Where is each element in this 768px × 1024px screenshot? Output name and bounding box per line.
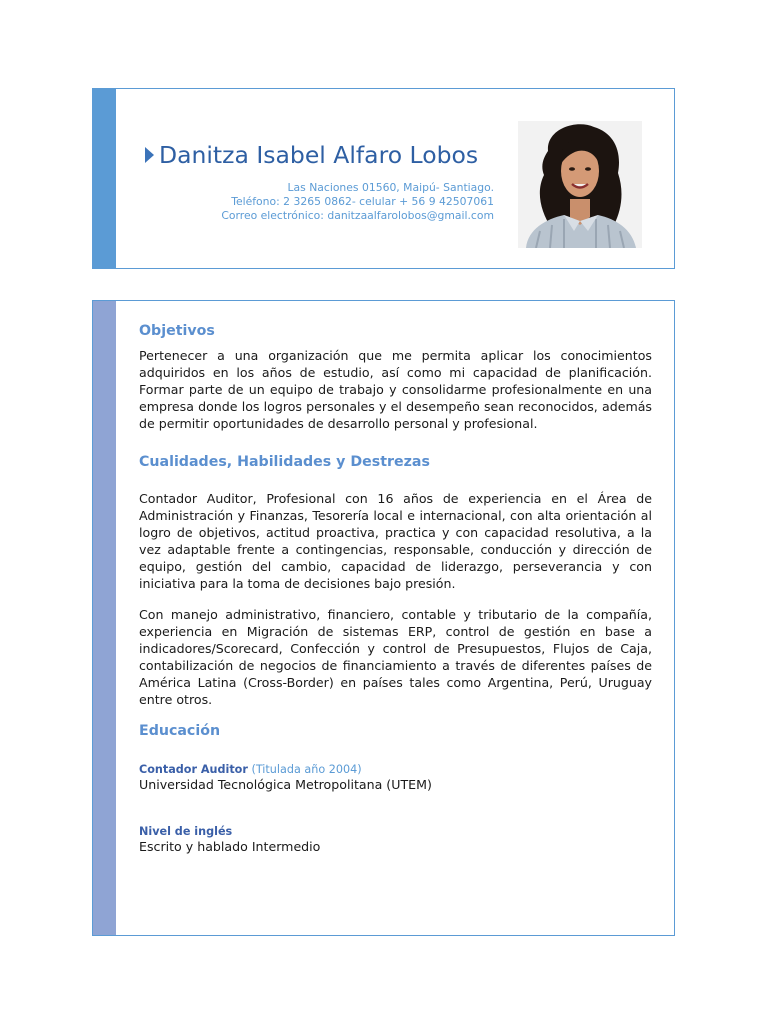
degree-title: Contador Auditor bbox=[139, 763, 248, 776]
cualidades-paragraph-2: Con manejo administrativo, financiero, contable y tributario de la compañía, experiencia en Migración de sistemas ERP, control de gestión en base a indicadores/Scorecard, Confección y control de Presupuestos, Flujos de Caja, contabilización de negocios de financiamiento a través de diferentes países de América Latina (Cross-Border) en países tales como Argentina, Perú, Uruguay entre otros. bbox=[139, 607, 652, 707]
body-card bbox=[92, 300, 675, 936]
degree-title-row bbox=[139, 763, 362, 776]
address: Las Naciones 01560, Maipú- Santiago. bbox=[287, 181, 494, 194]
profile-photo bbox=[518, 121, 642, 248]
university-name: Universidad Tecnológica Metropolitana (UTEM) bbox=[139, 777, 432, 792]
section-title-educacion: Educación bbox=[139, 723, 221, 739]
section-title-objetivos: Objetivos bbox=[139, 323, 215, 339]
phone: Teléfono: 2 3265 0862- celular + 56 9 42507061 bbox=[231, 195, 494, 208]
triangle-bullet-icon bbox=[145, 147, 154, 163]
degree-note: (Titulada año 2004) bbox=[251, 763, 362, 776]
email: Correo electrónico: danitzaalfarolobos@gmail.com bbox=[221, 209, 494, 222]
full-name: Danitza Isabel Alfaro Lobos bbox=[159, 141, 479, 169]
header-card bbox=[92, 88, 675, 269]
cualidades-paragraph-1: Contador Auditor, Profesional con 16 años de experiencia en el Área de Administración y Finanzas, Tesorería local e internacional, con alta orientación al logro de objetivos, actitud proactiva, practica y con capacidad resolutiva, a la vez adaptable frente a contingencias, responsable, conducción y dirección de equipo, gestión del cambio, capacidad de liderazgo, perseverancia y con iniciativa para la toma de decisiones bajo presión. bbox=[139, 491, 652, 591]
english-level: Escrito y hablado Intermedio bbox=[139, 839, 321, 854]
section-title-cualidades: Cualidades, Habilidades y Destrezas bbox=[139, 454, 430, 470]
objetivos-text: Pertenecer a una organización que me permita aplicar los conocimientos adquiridos en los años de estudio, así como mi capacidad de planificación. Formar parte de un equipo de trabajo y consolidarme profesionalmente en una empresa donde los logros personales y el desempeño sean reconocidos, además de permitir oportunidades de desarrollo personal y profesional. bbox=[139, 348, 652, 431]
contact-block bbox=[221, 181, 494, 223]
name-row bbox=[145, 141, 478, 169]
english-title-row bbox=[139, 825, 232, 838]
english-title: Nivel de inglés bbox=[139, 825, 233, 838]
header-accent-bar bbox=[93, 89, 116, 268]
body-accent-bar bbox=[93, 301, 116, 935]
